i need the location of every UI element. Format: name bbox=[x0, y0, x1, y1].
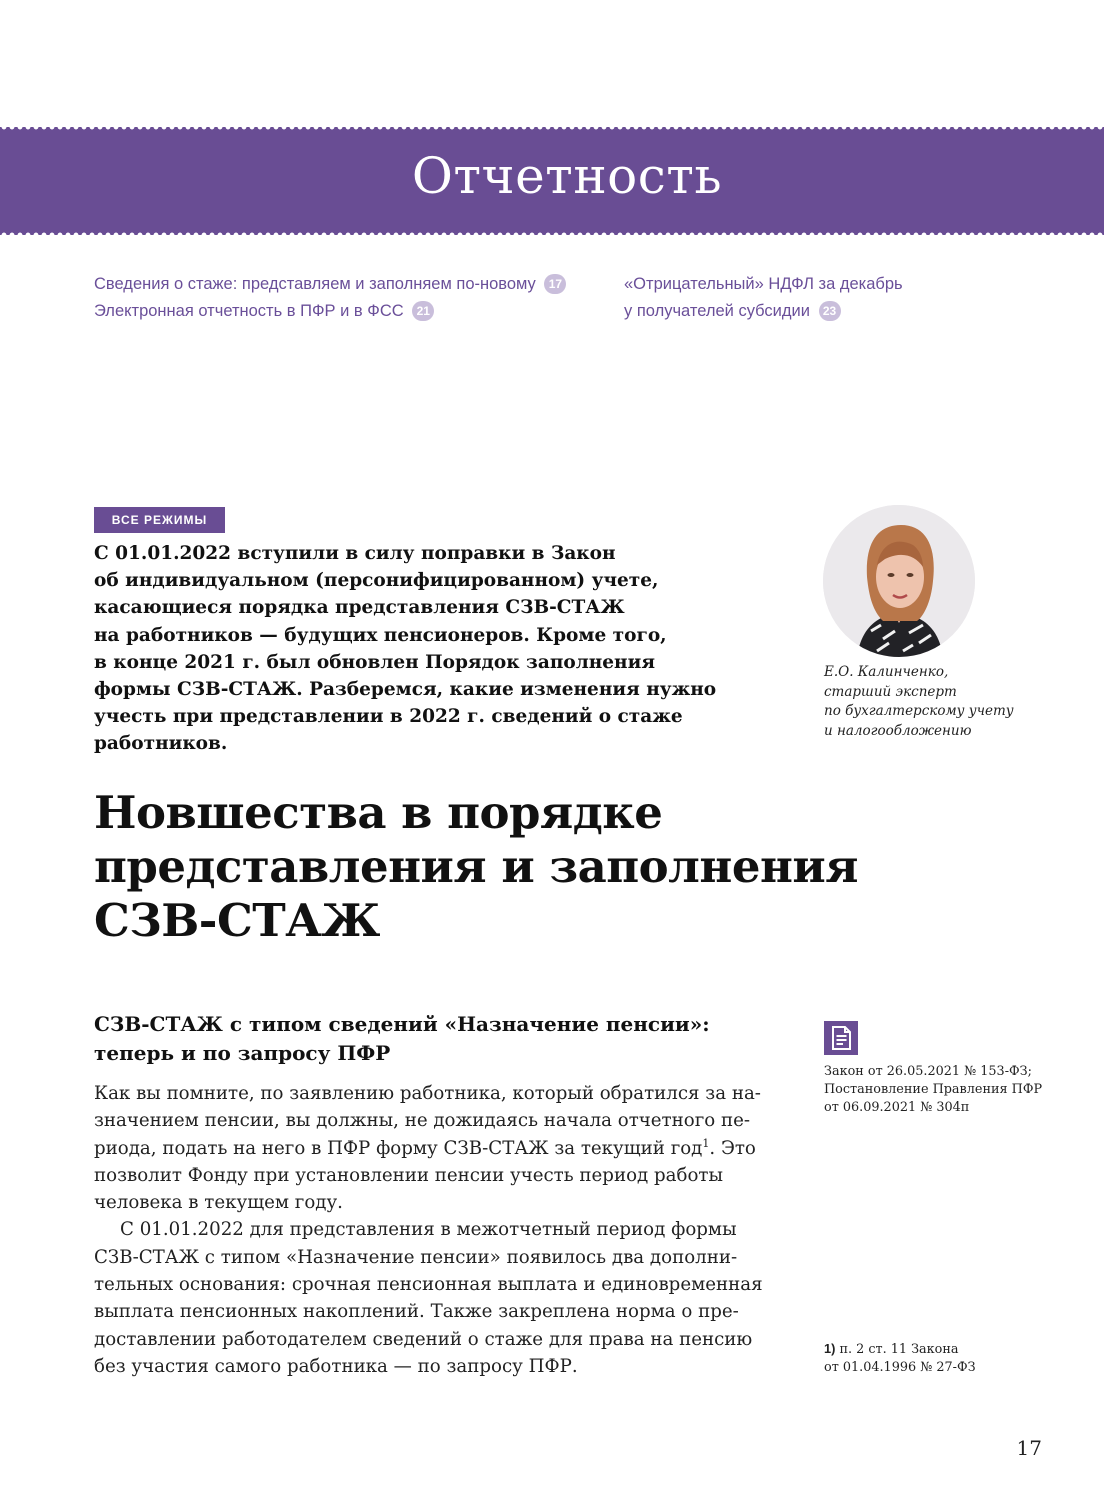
article-headline bbox=[94, 786, 858, 948]
toc-link[interactable] bbox=[94, 299, 566, 326]
page-badge[interactable]: 21 bbox=[412, 301, 434, 321]
banner-scalloped-edge bbox=[0, 232, 1104, 238]
article-lead bbox=[94, 540, 764, 758]
body-line: значением пенсии, вы должны, не дожидаясь начала отчетного пе- bbox=[94, 1110, 750, 1132]
lead-line: учесть при представлении в 2022 г. сведений о стаже bbox=[94, 706, 683, 728]
toc-link-label[interactable]: «Отрицательный» НДФЛ за декабрь bbox=[624, 275, 903, 293]
footnote bbox=[824, 1340, 976, 1377]
page-badge[interactable]: 23 bbox=[819, 301, 841, 321]
body-line bbox=[94, 1135, 774, 1162]
body-line: С 01.01.2022 для представления в межотчетный период формы bbox=[120, 1219, 737, 1241]
subheading-line: СЗВ-СТАЖ с типом сведений «Назначение пенсии»: bbox=[94, 1012, 710, 1036]
author-caption bbox=[824, 663, 1014, 741]
toc-left-column bbox=[94, 272, 566, 326]
lead-line: работников. bbox=[94, 733, 228, 755]
author-name: Е.О. Калинченко, bbox=[824, 664, 949, 680]
toc-link-label[interactable]: у получателей субсидии bbox=[624, 302, 810, 320]
headline-line: Новшества в порядке bbox=[94, 786, 663, 839]
footnote-reference[interactable]: 1 bbox=[702, 1136, 710, 1150]
lead-line: об индивидуальном (персонифицированном) учете, bbox=[94, 570, 659, 592]
note-line: Закон от 26.05.2021 № 153-ФЗ; bbox=[824, 1064, 1032, 1079]
author-role: по бухгалтерскому учету bbox=[824, 703, 1014, 719]
author-role: и налогообложению bbox=[824, 722, 972, 739]
toc-link[interactable] bbox=[624, 299, 903, 326]
toc-link-label[interactable]: Сведения о стаже: представляем и заполняем по-новому bbox=[94, 275, 536, 293]
banner-scalloped-edge bbox=[0, 124, 1104, 130]
body-line: тельных основания: срочная пенсионная выплата и единовременная bbox=[94, 1274, 763, 1296]
lead-line: С 01.01.2022 вступили в силу поправки в Закон bbox=[94, 543, 616, 564]
lead-line: формы СЗВ-СТАЖ. Разберемся, какие изменения нужно bbox=[94, 679, 717, 701]
toc-link[interactable] bbox=[624, 272, 903, 299]
lead-line: касающиеся порядка представления СЗВ-СТАЖ bbox=[94, 597, 625, 619]
article-body bbox=[94, 1080, 774, 1380]
legal-reference-note bbox=[824, 1063, 1042, 1117]
section-banner bbox=[0, 127, 1104, 235]
body-line: СЗВ-СТАЖ с типом «Назначение пенсии» появилось два дополни- bbox=[94, 1246, 738, 1268]
author-portrait-illustration bbox=[823, 505, 975, 657]
lead-line: на работников — будущих пенсионеров. Кроме того, bbox=[94, 624, 667, 646]
note-line: от 06.09.2021 № 304п bbox=[824, 1100, 970, 1115]
body-line: Как вы помните, по заявлению работника, который обратился за на- bbox=[94, 1083, 761, 1104]
document-icon bbox=[824, 1021, 858, 1055]
body-line: без участия самого работника — по запросу ПФР. bbox=[94, 1355, 578, 1377]
toc-right-column bbox=[624, 272, 903, 326]
author-photo bbox=[823, 505, 975, 657]
footnote-line: от 01.04.1996 № 27-ФЗ bbox=[824, 1360, 976, 1375]
section-title: Отчетность bbox=[411, 147, 723, 205]
toc-link-label[interactable]: Электронная отчетность в ПФР и в ФСС bbox=[94, 302, 404, 320]
lead-line: в конце 2021 г. был обновлен Порядок заполнения bbox=[94, 651, 655, 673]
toc-link[interactable] bbox=[94, 272, 566, 299]
footnote-text: п. 2 ст. 11 Закона bbox=[835, 1342, 959, 1357]
footnote-marker: 1) bbox=[824, 1341, 836, 1356]
footnote-line bbox=[824, 1340, 976, 1359]
category-tag: ВСЕ РЕЖИМЫ bbox=[94, 507, 225, 533]
body-line: позволит Фонду при установлении пенсии учесть период работы bbox=[94, 1164, 723, 1186]
body-line: человека в текущем году. bbox=[94, 1192, 343, 1214]
note-line: Постановление Правления ПФР bbox=[824, 1082, 1043, 1097]
body-text-span: риода, подать на него в ПФР форму СЗВ-СТАЖ за текущий год bbox=[94, 1137, 703, 1159]
headline-line: СЗВ-СТАЖ bbox=[94, 894, 380, 947]
body-line: выплата пенсионных накоплений. Также закреплена норма о пре- bbox=[94, 1301, 739, 1323]
body-text-span: . Это bbox=[709, 1137, 756, 1159]
author-role: старший эксперт bbox=[824, 683, 957, 700]
subheading-line: теперь и по запросу ПФР bbox=[94, 1041, 391, 1065]
page-badge[interactable]: 17 bbox=[544, 274, 566, 294]
section-subheading bbox=[94, 1010, 710, 1068]
page-number: 17 bbox=[1016, 1436, 1042, 1460]
body-line: доставлении работодателем сведений о стаже для права на пенсию bbox=[94, 1328, 753, 1350]
headline-line: представления и заполнения bbox=[94, 840, 859, 893]
